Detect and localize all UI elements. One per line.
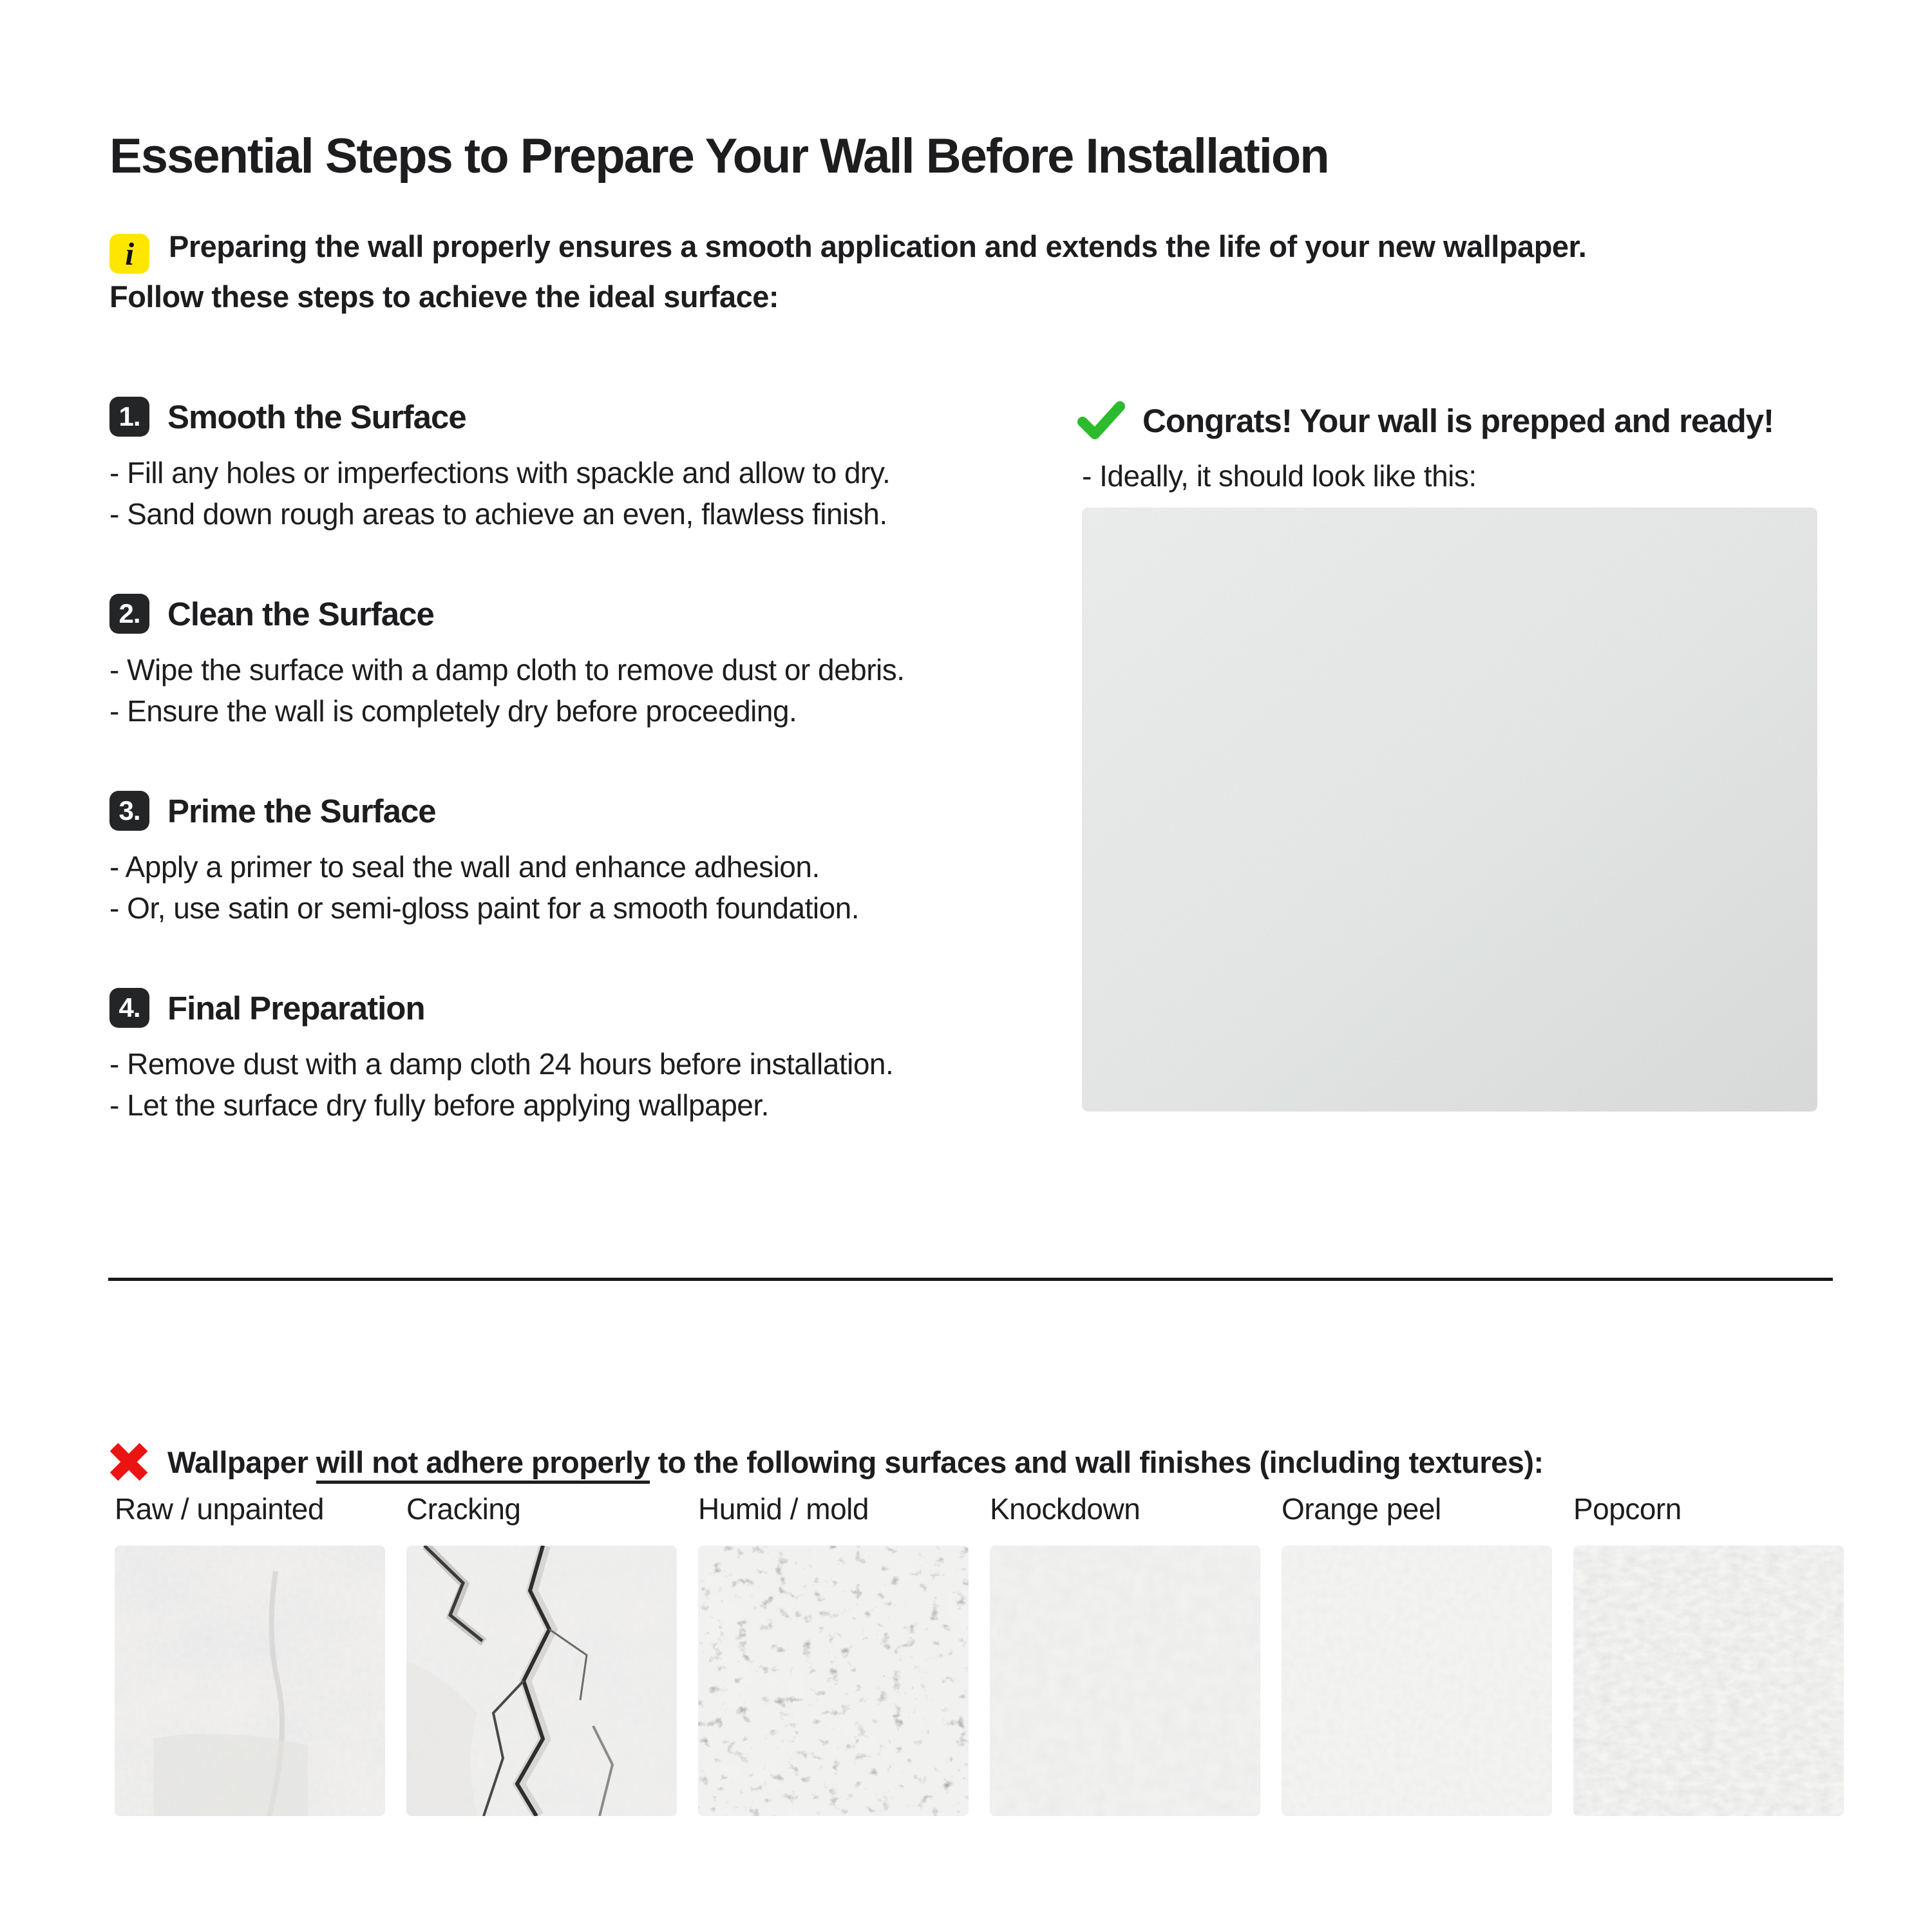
step-3-title: Prime the Surface	[167, 792, 436, 829]
step-2-title: Clean the Surface	[167, 595, 434, 632]
texture-label: Orange peel	[1282, 1492, 1441, 1526]
texture-label: Cracking	[406, 1492, 521, 1526]
warning-heading	[108, 1441, 1544, 1482]
texture-item-knockdown	[990, 1492, 1260, 1816]
steps-list	[109, 397, 1056, 1185]
success-heading	[1077, 401, 1774, 440]
step-2-bullet-1: - Wipe the surface with a damp cloth to remove dust or debris.	[109, 653, 905, 687]
texture-swatch-cracking	[406, 1546, 677, 1816]
texture-item-orange-peel	[1282, 1492, 1552, 1816]
texture-swatch-knockdown	[990, 1546, 1260, 1816]
texture-label: Humid / mold	[698, 1492, 869, 1526]
step-3-bullet-1: - Apply a primer to seal the wall and enhance adhesion.	[109, 850, 820, 884]
x-icon	[108, 1441, 149, 1482]
section-divider	[108, 1278, 1833, 1281]
texture-label: Knockdown	[990, 1492, 1141, 1526]
info-icon: i	[109, 234, 149, 274]
step-4-bullet-2: - Let the surface dry fully before applying wallpaper.	[109, 1088, 769, 1122]
warning-underlined-phrase: will not adhere properly	[316, 1444, 650, 1479]
step-4-bullet-1: - Remove dust with a damp cloth 24 hours before installation.	[109, 1047, 894, 1081]
texture-item-humid-mold	[698, 1492, 969, 1816]
step-2-bullet-2: - Ensure the wall is completely dry before proceeding.	[109, 694, 797, 728]
texture-label: Raw / unpainted	[115, 1492, 324, 1526]
texture-swatch-humid-mold	[698, 1546, 969, 1816]
step-1	[109, 397, 1056, 535]
texture-item-popcorn	[1573, 1492, 1844, 1816]
step-2	[109, 594, 1056, 732]
texture-swatch-raw-unpainted	[115, 1546, 385, 1816]
step-4-number-badge: 4.	[109, 988, 149, 1028]
intro-paragraph	[109, 223, 1848, 320]
step-3-number-badge: 3.	[109, 791, 149, 831]
step-2-number-badge: 2.	[109, 594, 149, 634]
intro-line1: Preparing the wall properly ensures a smooth application and extends the life of your new wallpaper.	[169, 229, 1587, 263]
step-3	[109, 791, 1056, 929]
checkmark-icon	[1077, 401, 1126, 440]
ideal-wall-image	[1082, 507, 1817, 1112]
ideal-subtitle: - Ideally, it should look like this:	[1082, 459, 1477, 493]
texture-item-cracking	[406, 1492, 677, 1816]
step-4	[109, 988, 1056, 1126]
warning-text: Wallpaper will not adhere properly to the following surfaces and wall finishes (including textures):	[167, 1444, 1544, 1479]
texture-swatch-orange-peel	[1282, 1546, 1552, 1816]
step-3-bullet-2: - Or, use satin or semi-gloss paint for a smooth foundation.	[109, 891, 860, 925]
page-title: Essential Steps to Prepare Your Wall Before Installation	[109, 128, 1329, 184]
texture-item-raw-unpainted	[115, 1492, 385, 1816]
intro-line2: Follow these steps to achieve the ideal surface:	[109, 279, 779, 314]
step-4-title: Final Preparation	[167, 989, 425, 1027]
success-title: Congrats! Your wall is prepped and ready!	[1142, 402, 1774, 439]
texture-grid	[115, 1492, 1844, 1816]
step-1-bullet-1: - Fill any holes or imperfections with spackle and allow to dry.	[109, 456, 891, 489]
step-1-bullet-2: - Sand down rough areas to achieve an even, flawless finish.	[109, 497, 887, 531]
step-1-title: Smooth the Surface	[167, 398, 466, 435]
texture-swatch-popcorn	[1573, 1546, 1844, 1816]
step-1-number-badge: 1.	[109, 397, 149, 437]
texture-label: Popcorn	[1573, 1492, 1681, 1526]
